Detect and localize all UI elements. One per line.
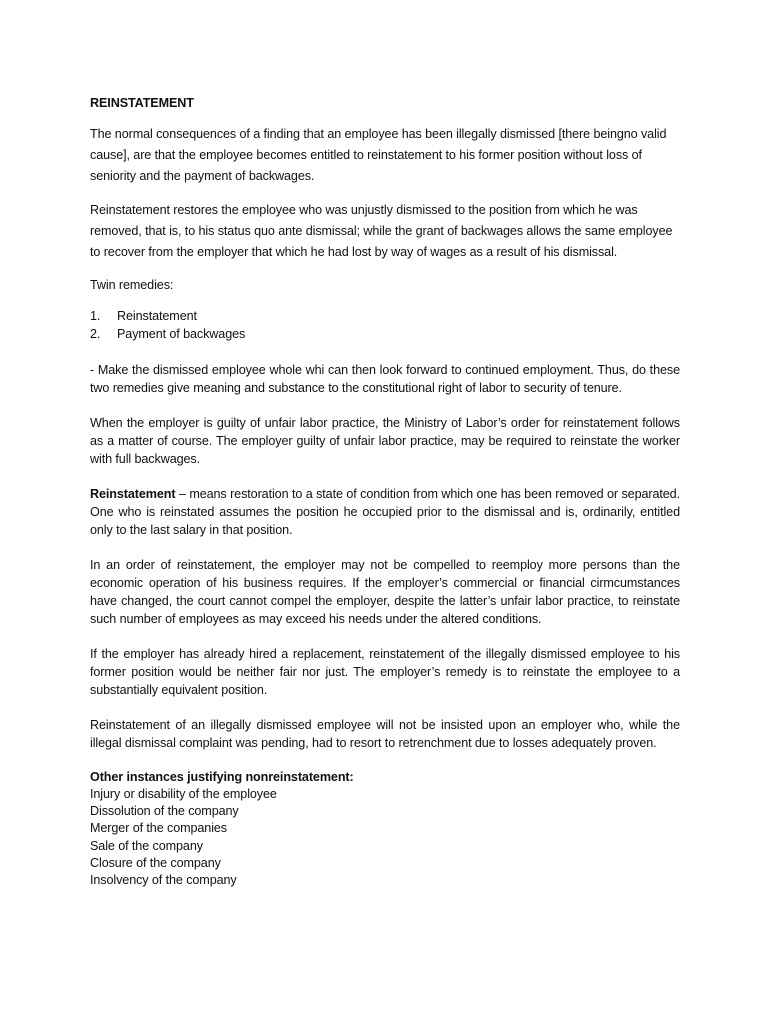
list-item: Sale of the company xyxy=(90,838,203,853)
list-item xyxy=(90,325,680,343)
list-item: Merger of the companies xyxy=(90,821,228,836)
list-item xyxy=(90,307,680,325)
definition-text: – means restoration to a state of condition from which one has been removed or separated. One who is reinstated assumes the position he occupied prior to the dismissal and is, ordinarily, entitled only to the last salary in that position. xyxy=(90,487,680,537)
list-item: Insolvency of the company xyxy=(90,873,237,888)
paragraph-make-whole: - Make the dismissed employee whole whi can then look forward to continued employment. Thus, do these two remedies give meaning and substance to the constitutional right of labor to security of tenure. xyxy=(90,363,680,395)
list-item: Dissolution of the company xyxy=(90,804,239,819)
document-title: REINSTATEMENT xyxy=(90,96,194,110)
list-item-text: Reinstatement xyxy=(117,309,197,323)
paragraph-retrenchment: Reinstatement of an illegally dismissed employee will not be insisted upon an employer who, while the illegal dismissal complaint was pending, had to resort to retrenchment due to losses adequately proven. xyxy=(90,718,680,750)
list-item-text: Payment of backwages xyxy=(117,327,246,341)
paragraph-order-of-reinstatement: In an order of reinstatement, the employer may not be compelled to reemploy more persons than the economic operation of his business requires. If the employer’s commercial or financial cirmcumstances have changed, the court cannot compel the employer, despite the latter’s unfair labor practice, to reinstate such number of employees as may exceed his needs under the altered conditions. xyxy=(90,558,680,626)
list-number: 2. xyxy=(90,327,101,341)
remedies-list xyxy=(90,307,680,343)
paragraph-unfair-labor-practice: When the employer is guilty of unfair labor practice, the Ministry of Labor’s order for reinstatement follows as a matter of course. The employer guilty of unfair labor practice, may be required to reinstate the worker with full backwages. xyxy=(90,416,680,466)
defined-term: Reinstatement xyxy=(90,487,176,501)
document-page xyxy=(90,94,680,889)
paragraph-reinstatement-restores: Reinstatement restores the employee who was unjustly dismissed to the position from which he was removed, that is, to his status quo ante dismissal; while the grant of backwages allows the same employee to recover from the employer that which he had lost by way of wages as a result of his dismissal. xyxy=(90,203,673,259)
twin-remedies-label: Twin remedies: xyxy=(90,278,174,292)
list-number: 1. xyxy=(90,309,101,323)
list-item: Closure of the company xyxy=(90,855,221,870)
other-instances-heading: Other instances justifying nonreinstatement: xyxy=(90,770,354,784)
paragraph-consequences: The normal consequences of a finding that an employee has been illegally dismissed [there beingno valid cause], are that the employee becomes entitled to reinstatement to his former position without loss of seniority and the payment of backwages. xyxy=(90,127,667,183)
paragraph-replacement-hired: If the employer has already hired a replacement, reinstatement of the illegally dismissed employee to his former position would be neither fair nor just. The employer’s remedy is to reinstate the employee to a substantially equivalent position. xyxy=(90,647,680,697)
other-instances-list xyxy=(90,786,680,889)
paragraph-reinstatement-definition xyxy=(90,485,680,539)
list-item: Injury or disability of the employee xyxy=(90,787,277,801)
